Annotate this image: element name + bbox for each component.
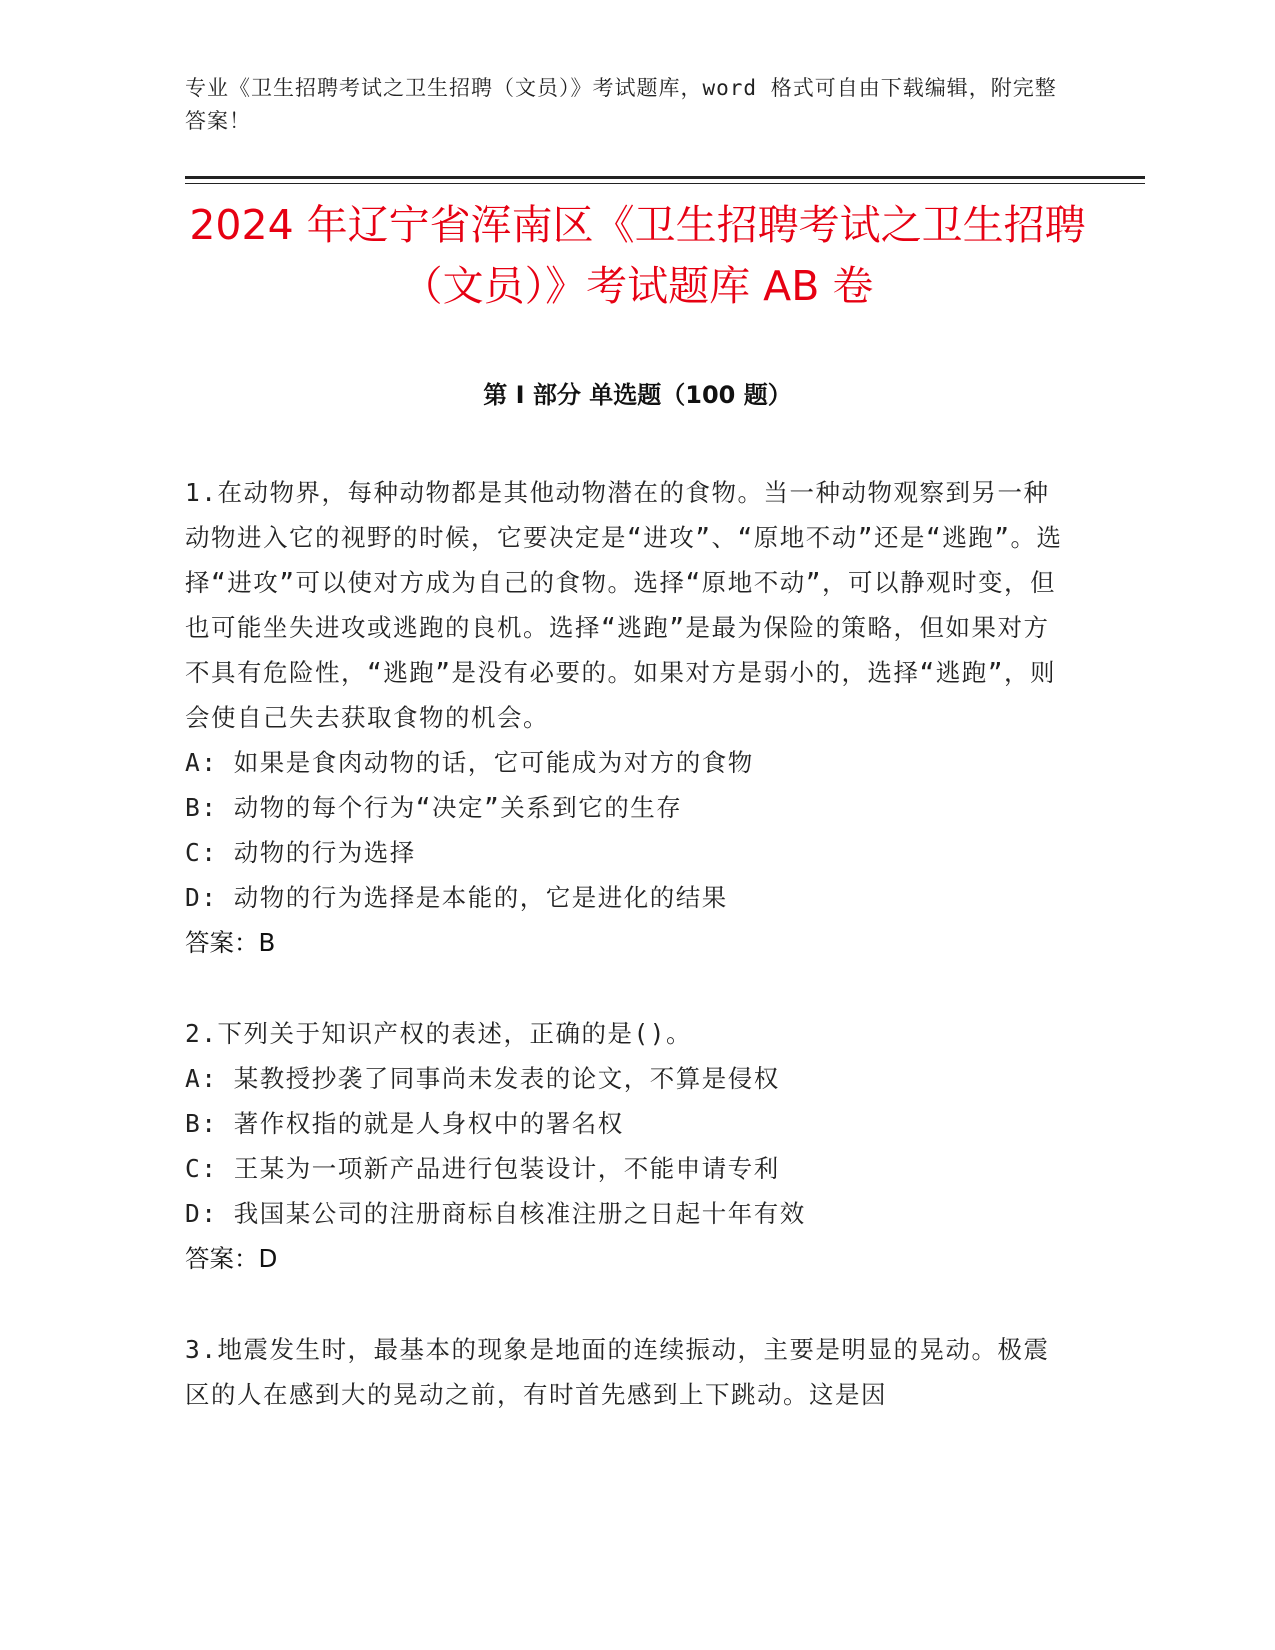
question-text: 1.在动物界，每种动物都是其他动物潜在的食物。当一种动物观察到另一种动物进入它的视野的时候，它要决定是“进攻”、“原地不动”还是“逃跑”。选择“进攻”可以使对方成为自己的食物。选择“原地不动”，可以静观时变，但也可能坐失进攻或逃跑的良机。选择“逃跑”是最为保险的策略，但如果对方不具有危险性，“逃跑”是没有必要的。如果对方是弱小的，选择“逃跑”，则会使自己失去获取食物的机会。 xyxy=(185,478,1063,732)
option-b xyxy=(185,1101,1065,1146)
question-text: 2.下列关于知识产权的表述，正确的是()。 xyxy=(185,1019,692,1048)
option-text: 动物的每个行为“决定”关系到它的生存 xyxy=(233,793,683,822)
option-key: D: xyxy=(185,883,218,912)
option-b xyxy=(185,785,1065,830)
option-text: 如果是食肉动物的话，它可能成为对方的食物 xyxy=(233,748,754,777)
option-text: 王某为一项新产品进行包装设计，不能申请专利 xyxy=(233,1154,780,1183)
question-text: 3.地震发生时，最基本的现象是地面的连续振动，主要是明显的晃动。极震区的人在感到大的晃动之前，有时首先感到上下跳动。这是因 xyxy=(185,1335,1050,1409)
option-key: D: xyxy=(185,1199,218,1228)
option-text: 著作权指的就是人身权中的署名权 xyxy=(233,1109,624,1138)
header-rule-thin xyxy=(185,183,1145,184)
option-key: A: xyxy=(185,1064,218,1093)
answer-line: 答案：B xyxy=(185,928,276,957)
option-a xyxy=(185,1056,1065,1101)
section-title: 第 I 部分 单选题（100 题） xyxy=(483,381,792,409)
answer-line: 答案：D xyxy=(185,1244,278,1273)
header-rule-thick xyxy=(185,176,1145,179)
option-key: B: xyxy=(185,1109,218,1138)
option-d xyxy=(185,875,1065,920)
option-text: 某教授抄袭了同事尚未发表的论文，不算是侵权 xyxy=(233,1064,780,1093)
option-a xyxy=(185,740,1065,785)
option-c xyxy=(185,1146,1065,1191)
question-1 xyxy=(185,470,1065,965)
option-key: A: xyxy=(185,748,218,777)
option-key: C: xyxy=(185,1154,218,1183)
option-c xyxy=(185,830,1065,875)
header-note: 专业《卫生招聘考试之卫生招聘（文员）》考试题库，word 格式可自由下载编辑，附完整答案！ xyxy=(185,76,1057,133)
option-text: 动物的行为选择 xyxy=(233,838,416,867)
option-text: 动物的行为选择是本能的，它是进化的结果 xyxy=(233,883,728,912)
question-2 xyxy=(185,1011,1065,1281)
question-list xyxy=(185,470,1065,1463)
option-key: B: xyxy=(185,793,218,822)
document-title: 2024 年辽宁省浑南区《卫生招聘考试之卫生招聘（文员）》考试题库 AB 卷 xyxy=(189,201,1086,310)
option-key: C: xyxy=(185,838,218,867)
option-text: 我国某公司的注册商标自核准注册之日起十年有效 xyxy=(233,1199,806,1228)
option-d xyxy=(185,1191,1065,1236)
question-3 xyxy=(185,1327,1065,1417)
